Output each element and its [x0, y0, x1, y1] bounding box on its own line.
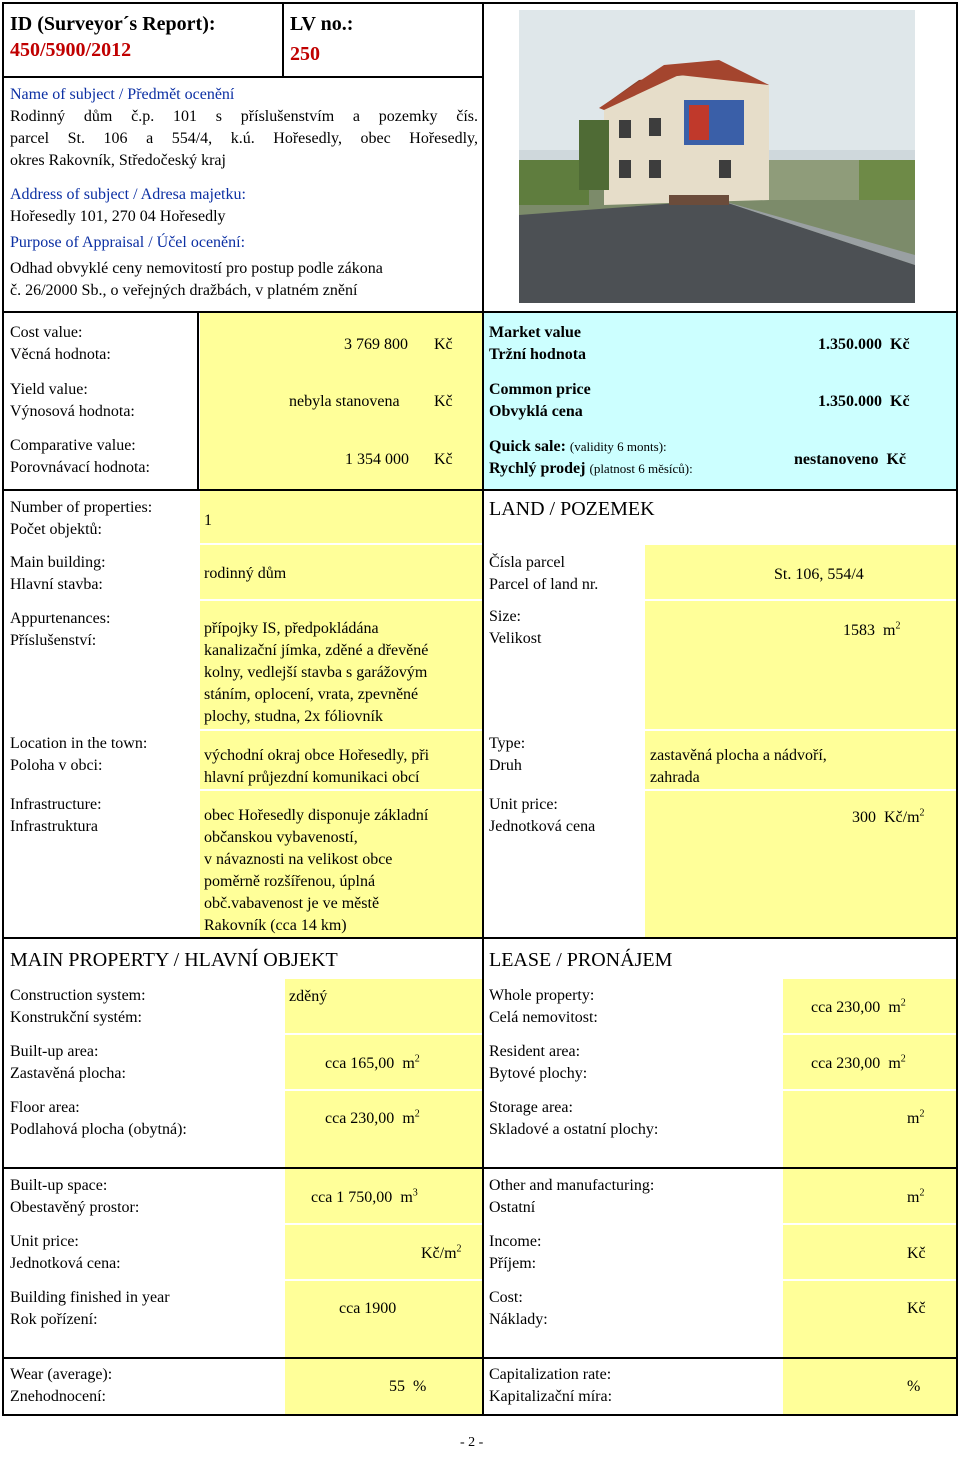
address-value: Hořesedly 101, 270 04 Hořesedly: [10, 208, 226, 225]
number-of-properties-cell: [200, 491, 482, 543]
other-area-label: Other and manufacturing: Ostatní: [489, 1177, 655, 1216]
main-building-value: rodinný dům: [204, 565, 287, 582]
land-title: LAND / POZEMEK: [489, 498, 655, 520]
floor-area-value: cca 230,00: [325, 1110, 395, 1127]
name-line-2: parcel St. 106 a 554/4, k.ú. Hořesedly, obec Hořesedly,: [10, 130, 478, 147]
cost-label: Cost: Náklady:: [489, 1289, 548, 1328]
quick-sale-label: Quick sale: (validity 6 monts): Rychlý prodej (platnost 6 měsíců):: [489, 438, 693, 477]
appurtenances-line-5: plochy, studna, 2x fóliovník: [204, 708, 383, 725]
resident-area-label: Resident area: Bytové plochy:: [489, 1043, 588, 1082]
built-up-space-label: Built-up space: Obestavěný prostor:: [10, 1177, 140, 1216]
purpose-line-2: č. 26/2000 Sb., o veřejných dražbách, v platném znění: [10, 282, 358, 299]
appurtenances-line-2: kanalizační jímka, zděné a dřevěné: [204, 642, 429, 659]
cost-value-cell: [200, 313, 482, 371]
infrastructure-line-5: obč.vabavenost je ve městě: [204, 895, 380, 912]
comparative-currency: Kč: [434, 451, 453, 468]
size-cell: 1583 $m^2$: [645, 601, 956, 729]
built-up-space-value: cca 1 750,00: [311, 1189, 393, 1206]
resident-area-value: cca 230,00: [811, 1055, 881, 1072]
parcel-label: Čísla parcel Parcel of land nr.: [489, 554, 599, 593]
number-of-properties-label: Number of properties: Počet objektů:: [10, 499, 153, 538]
section-line-3: [2, 937, 958, 939]
yield-currency: Kč: [434, 393, 453, 410]
infrastructure-line-3: v návaznosti na velikost obce: [204, 851, 393, 868]
purpose-line-1: Odhad obvyklé ceny nemovitostí pro postup podle zákona: [10, 260, 383, 277]
building-year-cell: [285, 1281, 482, 1357]
size-label: Size: Velikost: [489, 608, 542, 647]
left-border: [2, 2, 4, 1416]
building-year-label: Building finished in year Rok pořízení:: [10, 1289, 170, 1328]
cost-value-label: Cost value: Věcná hodnota:: [10, 324, 111, 363]
type-label: Type: Druh: [489, 735, 526, 774]
yield-value-label: Yield value: Výnosová hodnota:: [10, 381, 135, 420]
infrastructure-line-6: Rakovník (cca 14 km): [204, 917, 347, 934]
yield-value: nebyla stanovena: [289, 393, 400, 410]
yield-value-cell: [200, 371, 482, 429]
quick-sale-value: nestanoveno Kč: [794, 451, 906, 468]
infrastructure-label: Infrastructure: Infrastruktura: [10, 796, 102, 835]
property-photo: [519, 10, 915, 303]
subject-block: [10, 84, 478, 302]
unit-price-building-cell: $Kč/m^2$: [285, 1225, 482, 1279]
right-border: [956, 2, 958, 1416]
whole-property-cell: cca 230,00 $m^2$: [783, 979, 956, 1033]
built-up-area-value: cca 165,00: [325, 1055, 395, 1072]
number-of-properties-value: 1: [204, 512, 212, 529]
built-up-area-label: Built-up area: Zastavěná plocha:: [10, 1043, 126, 1082]
construction-system-label: Construction system: Konstrukční systém:: [10, 987, 146, 1026]
id-label: ID (Surveyor´s Report):: [10, 13, 216, 35]
parcel-value: St. 106, 554/4: [774, 566, 864, 583]
lv-header: [290, 12, 353, 66]
main-building-cell: [200, 545, 482, 599]
resident-area-cell: cca 230,00 $m^2$: [783, 1035, 956, 1089]
appurtenances-line-1: přípojky IS, předpokládána: [204, 620, 379, 637]
floor-area-cell: cca 230,00 $m^2$: [285, 1091, 482, 1167]
type-cell: [645, 731, 956, 789]
built-up-area-cell: cca 165,00 $m^2$: [285, 1035, 482, 1089]
unit-price-land-cell: 300 $Kč/m^2$: [645, 791, 956, 937]
lv-label: LV no.:: [290, 13, 354, 35]
type-line-2: zahrada: [650, 769, 700, 786]
parcel-cell: [645, 545, 956, 599]
construction-system-value: zděný: [289, 988, 328, 1005]
location-line-2: hlavní průjezdní komunikaci obcí: [204, 769, 420, 786]
center-divider: [482, 2, 484, 1416]
market-value: 1.350.000 Kč: [818, 336, 910, 353]
wear-cell: 55 %: [285, 1359, 482, 1414]
comparative-value: 1 354 000: [345, 451, 409, 468]
comparative-value-label: Comparative value: Porovnávací hodnota:: [10, 437, 150, 476]
floor-area-label: Floor area: Podlahová plocha (obytná):: [10, 1099, 187, 1138]
infrastructure-line-1: obec Hořesedly disponuje základní: [204, 807, 429, 824]
common-price-label: Common price Obvyklá cena: [489, 381, 591, 420]
id-value: 450/5900/2012: [10, 39, 132, 61]
capitalization-rate-cell: %: [783, 1359, 956, 1414]
values-divider: [197, 311, 199, 489]
comparative-value-cell: [200, 429, 482, 489]
built-up-space-cell: cca 1 750,00 $m^3$: [285, 1169, 482, 1223]
appurtenances-label: Appurtenances: Příslušenství:: [10, 610, 111, 649]
appurtenances-line-4: stáním, oplocení, vrata, zpevněné: [204, 686, 419, 703]
cost-cell: Kč: [783, 1281, 956, 1357]
appurtenances-cell: [200, 601, 482, 729]
address-label: Address of subject / Adresa majetku:: [10, 186, 246, 203]
location-cell: [200, 731, 482, 789]
type-line-1: zastavěná plocha a nádvoří,: [650, 747, 827, 764]
storage-area-cell: $m^2$: [783, 1091, 956, 1167]
income-label: Income: Příjem:: [489, 1233, 542, 1272]
header-divider: [282, 2, 284, 78]
main-property-title: MAIN PROPERTY / HLAVNÍ OBJEKT: [10, 949, 338, 971]
unit-price-land-label: Unit price: Jednotková cena: [489, 796, 596, 835]
name-line-3: okres Rakovník, Středočeský kraj: [10, 152, 226, 169]
building-year-value: cca 1900: [339, 1300, 397, 1317]
size-value: 1583: [843, 622, 875, 639]
id-header: [10, 12, 216, 62]
name-label: Name of subject / Předmět ocenění: [10, 86, 235, 103]
appurtenances-line-3: kolny, vedlejší stavba s garážovým: [204, 664, 428, 681]
wear-value: 55: [389, 1378, 405, 1395]
income-cell: Kč: [783, 1225, 956, 1279]
infrastructure-line-2: občanskou vybaveností,: [204, 829, 358, 846]
whole-property-label: Whole property: Celá nemovitost:: [489, 987, 598, 1026]
name-line-1: Rodinný dům č.p. 101 s příslušenstvím a pozemky čís.: [10, 108, 478, 125]
market-value-label: Market value Tržní hodnota: [489, 324, 587, 363]
location-label: Location in the town: Poloha v obci:: [10, 735, 148, 774]
storage-area-label: Storage area: Skladové a ostatní plochy:: [489, 1099, 659, 1138]
house-photo-image: [519, 10, 915, 303]
other-area-cell: $m^2$: [783, 1169, 956, 1223]
header-bottom-line: [2, 76, 484, 78]
cost-currency: Kč: [434, 336, 453, 353]
construction-system-cell: [285, 979, 482, 1033]
infrastructure-cell: [200, 791, 482, 937]
purpose-label: Purpose of Appraisal / Účel ocenění:: [10, 234, 246, 251]
unit-price-building-label: Unit price: Jednotková cena:: [10, 1233, 121, 1272]
unit-price-land-value: 300: [852, 809, 876, 826]
infrastructure-line-4: poměrně rozšířenou, úplná: [204, 873, 376, 890]
lease-title: LEASE / PRONÁJEM: [489, 949, 673, 971]
main-building-label: Main building: Hlavní stavba:: [10, 554, 106, 593]
cost-value: 3 769 800: [344, 336, 408, 353]
location-line-1: východní okraj obce Hořesedly, při: [204, 747, 430, 764]
whole-property-value: cca 230,00: [811, 999, 881, 1016]
lv-value: 250: [290, 43, 320, 65]
capitalization-rate-label: Capitalization rate: Kapitalizační míra:: [489, 1366, 613, 1405]
common-price-value: 1.350.000 Kč: [818, 393, 910, 410]
wear-label: Wear (average): Znehodnocení:: [10, 1366, 113, 1405]
bottom-border: [2, 1414, 958, 1416]
page-number: - 2 -: [460, 1435, 484, 1450]
top-border: [2, 2, 958, 4]
